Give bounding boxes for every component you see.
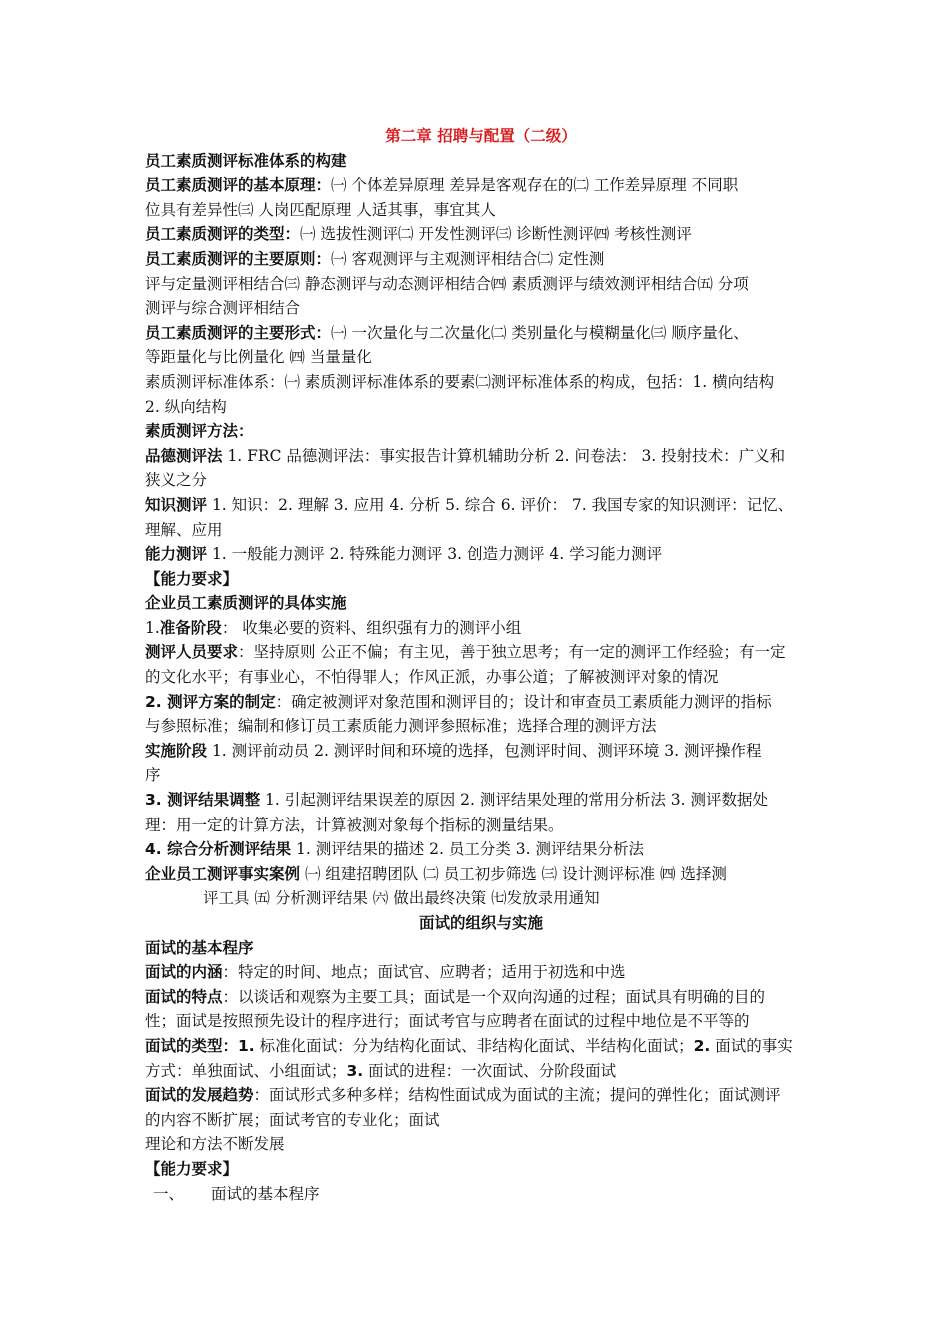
paragraph-text: ：特定的时间、地点；面试官、应聘者；适用于初选和中选 — [222, 963, 626, 982]
paragraph-text: 1. 测评结果的描述 2. 员工分类 3. 测评结果分析法 — [291, 840, 645, 859]
item-number: 3. — [346, 1061, 364, 1080]
item-number: 2. — [693, 1036, 711, 1055]
paragraph-result-adjustment — [145, 788, 817, 837]
paragraph-comprehensive-analysis — [145, 837, 817, 862]
paragraph-text: ：坚持原则 公正不偏；有主见，善于独立思考；有一定的测评工作经验；有一定 — [238, 643, 786, 662]
paragraph-interview-types — [145, 1034, 817, 1083]
paragraph-text: 性；面试是按照预先设计的程序进行；面试考官与应聘者在面试的过程中地位是不平等的 — [145, 1012, 750, 1031]
item-number: 1. — [238, 1036, 255, 1055]
paragraph-forms — [145, 321, 817, 370]
list-item — [145, 1182, 817, 1207]
paragraph-principles — [145, 247, 817, 321]
section-heading: 员工素质测评标准体系的构建 — [145, 151, 347, 170]
paragraph-interview-meaning — [145, 960, 817, 985]
paragraph-label: 面试的内涵 — [145, 963, 223, 982]
section-heading: 企业员工素质测评的具体实施 — [145, 594, 347, 613]
paragraph-text: ：确定被测评对象范围和测评目的；设计和审查员工素质能力测评的指标 — [275, 692, 772, 711]
paragraph-ability-assessment — [145, 542, 817, 567]
paragraph-label: 面试的类型： — [145, 1036, 239, 1055]
paragraph-text: 位具有差异性㈢ 人岗匹配原理 人适其事，事宜其人 — [145, 200, 496, 219]
paragraph-text: 评与定量测评相结合㈢ 静态测评与动态测评相结合㈣ 素质测评与绩效测评相结合㈤ 分项 — [145, 274, 749, 293]
paragraph-text: 与参照标准；编制和修订员工素质能力测评参照标准；选择合理的测评方法 — [145, 717, 657, 736]
paragraph-text: 序 — [145, 766, 161, 785]
paragraph-text: 1. 引起测评结果误差的原因 2. 测评结果处理的常用分析法 3. 测评数据处 — [260, 791, 769, 810]
list-text: 面试的基本程序 — [211, 1184, 320, 1203]
paragraph-text: ：面试形式多种多样；结构性面试成为面试的主流；提问的弹性化；面试测评 — [253, 1086, 781, 1105]
ability-requirement-heading: 【能力要求】 — [145, 569, 239, 588]
paragraph-basic-principles — [145, 173, 817, 222]
paragraph-label: 实施阶段 — [145, 741, 208, 760]
paragraph-label: 员工素质测评的类型： — [145, 225, 301, 244]
paragraph-number: 1. — [145, 618, 160, 637]
paragraph-interview-trends — [145, 1083, 817, 1157]
paragraph-label: 面试的特点 — [145, 987, 223, 1006]
paragraph-text: 1. 知识：2. 理解 3. 应用 4. 分析 5. 综合 6. 评价： 7. 我国专家的知识测评：记忆、 — [207, 495, 794, 514]
paragraph-text: 素质测评标准体系：㈠ 素质测评标准体系的要素㈡测评标准体系的构成，包括：1. 横向结构 — [145, 372, 775, 391]
paragraph-label: 准备阶段 — [159, 618, 222, 637]
paragraph-text: 评工具 ㈤ 分析测评结果 ㈥ 做出最终决策 ㈦发放录用通知 — [203, 889, 600, 908]
paragraph-interview-features — [145, 985, 817, 1034]
paragraph-text: 1. 测评前动员 2. 测评时间和环境的选择，包测评时间、测评环境 3. 测评操作程 — [207, 741, 762, 760]
paragraph-text: 的文化水平；有事业心，不怕得罪人；作风正派，办事公道；了解被测评对象的情况 — [145, 668, 719, 687]
paragraph-text: 方式：单独面试、小组面试； — [145, 1061, 347, 1080]
paragraph-text: ： 收集必要的资料、组织强有力的测评小组 — [221, 618, 522, 637]
chapter-title: 第二章 招聘与配置（二级） — [385, 127, 577, 145]
paragraph-plan — [145, 690, 817, 739]
paragraph-text: 面试的进程：一次面试、分阶段面试 — [363, 1061, 617, 1080]
paragraph-label: 企业员工测评事实案例 — [145, 864, 301, 883]
paragraph-label: 知识测评 — [145, 495, 208, 514]
paragraph-text: ㈠ 一次量化与二次量化㈡ 类别量化与模糊量化㈢ 顺序量化、 — [331, 323, 749, 342]
paragraph-label: 2. 测评方案的制定 — [145, 692, 276, 711]
paragraph-text: 理论和方法不断发展 — [145, 1135, 285, 1154]
paragraph-text: 面试的事实 — [710, 1036, 793, 1055]
paragraph-knowledge-assessment — [145, 493, 817, 542]
paragraph-label: 能力测评 — [145, 545, 208, 564]
section-center-title: 面试的组织与实施 — [418, 914, 543, 932]
paragraph-text: 2. 纵向结构 — [145, 397, 227, 416]
ability-requirement-heading: 【能力要求】 — [145, 1159, 239, 1178]
paragraph-text: 标准化面试：分为结构化面试、非结构化面试、半结构化面试； — [254, 1036, 694, 1055]
paragraph-label: 面试的发展趋势 — [145, 1086, 254, 1105]
section-subheading: 素质测评方法： — [145, 422, 254, 441]
paragraph-label: 员工素质测评的主要原则： — [145, 249, 332, 268]
paragraph-standard-system — [145, 370, 817, 419]
paragraph-label: 4. 综合分析测评结果 — [145, 840, 292, 859]
paragraph-text: ㈠ 选拔性测评㈡ 开发性测评㈢ 诊断性测评㈣ 考核性测评 — [300, 225, 692, 244]
paragraph-moral-assessment — [145, 444, 817, 493]
paragraph-text: ㈠ 个体差异原理 差异是客观存在的㈡ 工作差异原理 不同职 — [331, 176, 739, 195]
paragraph-text: 理：用一定的计算方法，计算被测对象每个指标的测量结果。 — [145, 815, 564, 834]
paragraph-text: 狭义之分 — [145, 471, 208, 490]
paragraph-text: 1. FRC 品德测评法：事实报告计算机辅助分析 2. 问卷法： 3. 投射技术：广义和 — [222, 446, 786, 465]
paragraph-text: 测评与综合测评相结合 — [145, 299, 301, 318]
paragraph-implementation — [145, 739, 817, 788]
paragraph-text: 的内容不断扩展；面试考官的专业化；面试 — [145, 1110, 440, 1129]
paragraph-assessor-requirements — [145, 640, 817, 689]
document-page — [145, 124, 817, 1206]
paragraph-text: 1. 一般能力测评 2. 特殊能力测评 3. 创造力测评 4. 学习能力测评 — [207, 545, 663, 564]
paragraph-text: ㈠ 组建招聘团队 ㈡ 员工初步筛选 ㈢ 设计测评标准 ㈣ 选择测 — [300, 864, 727, 883]
paragraph-label: 员工素质测评的基本原理： — [145, 176, 332, 195]
paragraph-label: 3. 测评结果调整 — [145, 791, 261, 810]
paragraph-case-study — [145, 862, 817, 911]
paragraph-text: ：以谈话和观察为主要工具；面试是一个双向沟通的过程；面试具有明确的目的 — [222, 987, 766, 1006]
paragraph-label: 品德测评法 — [145, 446, 223, 465]
paragraph-text: 等距量化与比例量化 ㈣ 当量量化 — [145, 348, 372, 367]
paragraph-label: 员工素质测评的主要形式： — [145, 323, 332, 342]
paragraph-text: ㈠ 客观测评与主观测评相结合㈡ 定性测 — [331, 249, 605, 268]
paragraph-preparation — [145, 616, 817, 641]
list-number: 一、 — [153, 1184, 185, 1203]
paragraph-label: 测评人员要求 — [145, 643, 239, 662]
paragraph-text: 理解、应用 — [145, 520, 223, 539]
paragraph-types — [145, 222, 817, 247]
section-heading: 面试的基本程序 — [145, 938, 254, 957]
